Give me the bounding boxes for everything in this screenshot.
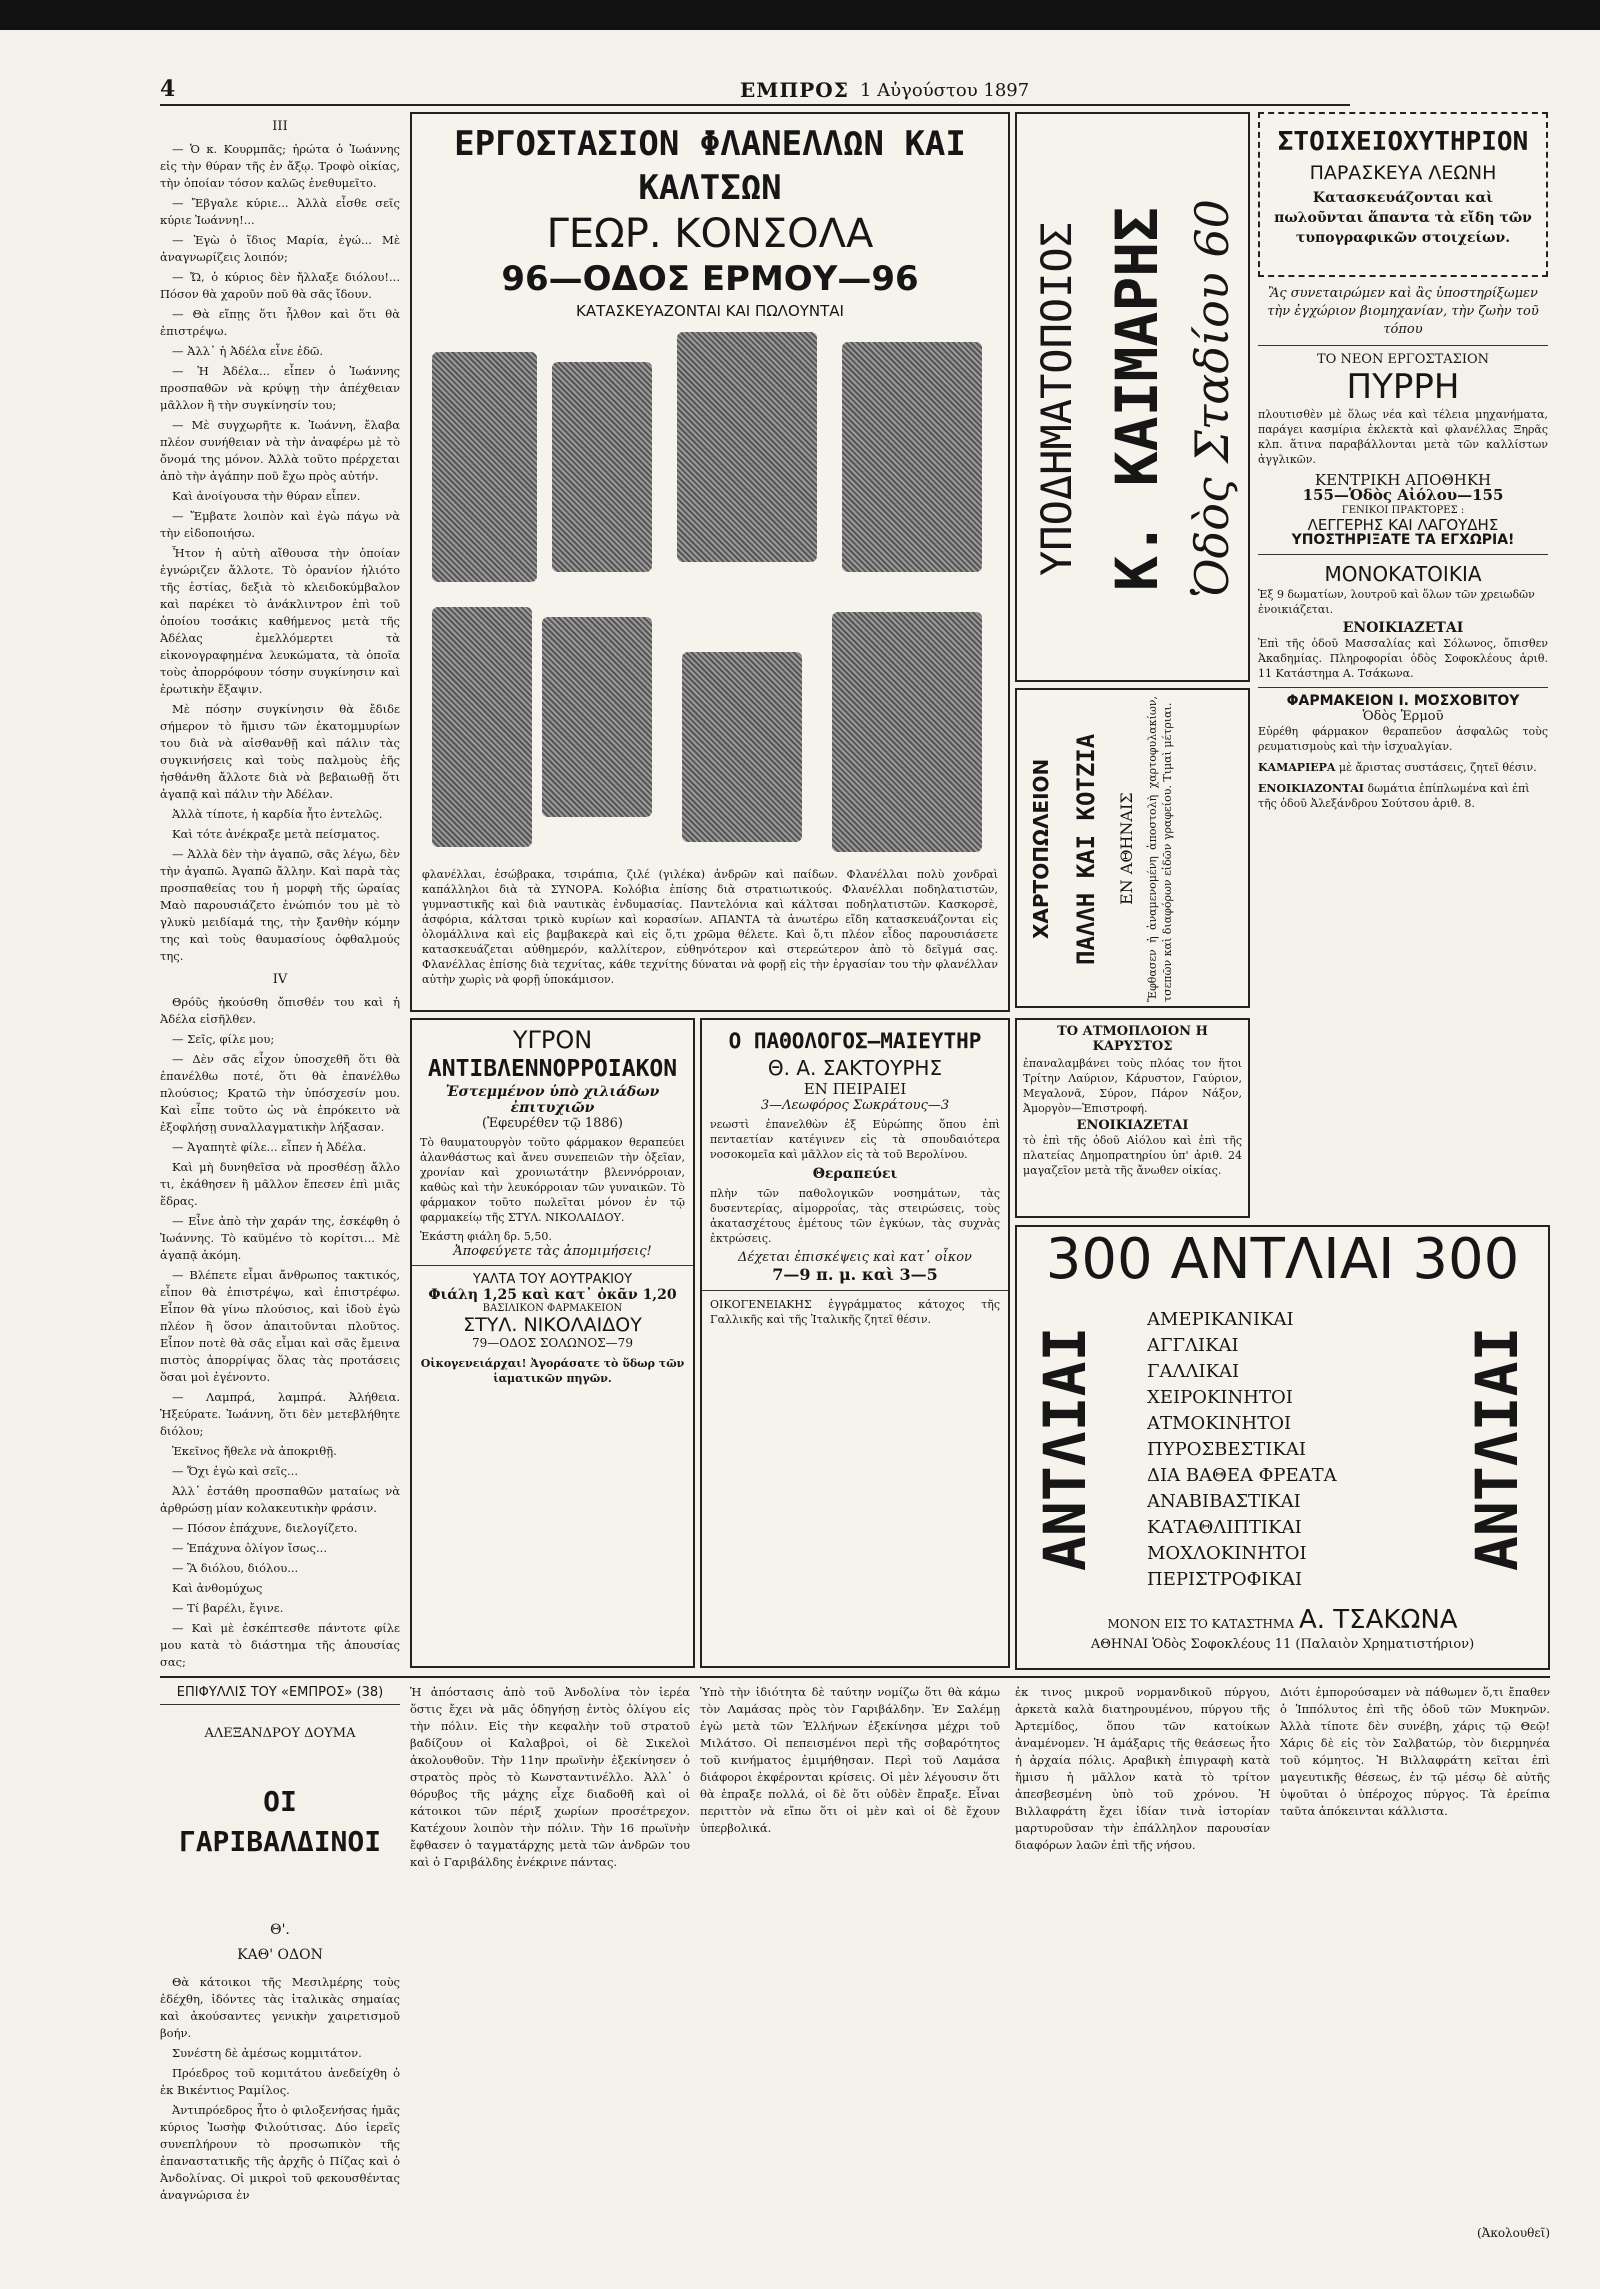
paragraph: — Ἡ Ἀδέλα... εἶπεν ὁ Ἰωάννης προσπαθῶν νὰ κρύψῃ τὴν ἀπέχθειαν μᾶλλον ἢ τὴν συγκίνησίν του; (160, 364, 400, 412)
paragraph: Καὶ τότε ἀνέκραξε μετὰ πείσματος. (172, 827, 380, 841)
doctor-footer: ΟΙΚΟΓΕΝΕΙΑΚΗΣ ἐγγράμματος κάτοχος τῆς Γαλλικῆς καὶ τῆς Ἰταλικῆς ζητεῖ θέσιν. (710, 1298, 1000, 1326)
karystos-text: ἐπαναλαμβάνει τοὺς πλόας τον ἥτοι Τρίτην Λαύριον, Κάρυστον, Γαύριον, Μεγαλονᾶ, Σύρον, Πάρον Νάξον, Ἀμοργὸν—Ἐπιστροφή. (1023, 1057, 1242, 1115)
paper-shop-ad (1015, 688, 1250, 1008)
issue-date: 1 Αὐγούστου 1897 (860, 80, 1030, 101)
agents-label: ΓΕΝΙΚΟΙ ΠΡΑΚΤΟΡΕΣ : (1341, 505, 1465, 516)
divider (412, 1265, 693, 1266)
kaimaris-trade: ΥΠΟΔΗΜΑΤΟΠΟΙΟΣ (1032, 222, 1081, 577)
paragraph: Ἀντιπρόεδρος ἦτο ὁ φιλοξενήσας ἡμᾶς κύριος Ἰωσὴφ Φιλούτισας. Δύο ἱερεῖς συνεπλήρουν τὸ προσωπικὸν τῆς ἐπαναστατικῆς τῆς ἀρχῆς ὁ Πίζας καὶ ὁ Ἀνδολίνας. Οἱ μικροὶ τοῦ φεκουσθέντας ἀναγνώρισα ἐν (160, 2103, 400, 2202)
paragraph: — Ὁ κ. Κουρμπᾶς; ἠρώτα ὁ Ἰωάννης εἰς τὴν θύραν τῆς ἐν ἄξῳ. Τροφὸ οἰκίας, τὴν ὁποίαν τόσον καλῶς ἐνεθυμεῖτο. (160, 142, 400, 190)
paragraph: Καὶ μὴ δυνηθεῖσα νὰ προσθέσῃ ἄλλο τι, ἐκάθησεν ἢ μᾶλλον ἔπεσεν ἐπὶ μιᾶς ἕδρας. (160, 1160, 400, 1208)
chapter-4-heading: IV (272, 972, 288, 987)
pumps-ad (1015, 1225, 1550, 1670)
paragraph: — Δὲν σᾶς εἶχον ὑποσχεθῆ ὅτι θὰ ἐπανέλθω ποτέ, ὅτι θὰ ἐπανέλθω πλούσιος; Κρατῶ τὴν ὑπόσχεσίν μου. Καὶ εἶπε τοῦτο ὡς νὰ ἐπρόκειτο νὰ ἐξοφλήσῃ συναλλαγματικὴν λήξασαν. (160, 1052, 400, 1134)
page-header (160, 76, 1350, 106)
ugron-ad (410, 1018, 695, 1668)
pharmacy-title: ΦΑΡΜΑΚΕΙΟΝ Ι. ΜΟΣΧΟΒΙΤΟΥ (1286, 693, 1520, 709)
paragraph: — Θὰ εἴπῃς ὅτι ἦλθον καὶ ὅτι θὰ ἐπιστρέψω. (160, 307, 400, 338)
right-column (1258, 285, 1548, 1335)
doctor-name: Θ. Α. ΣΑΚΤΟΥΡΗΣ (767, 1056, 943, 1080)
paragraph: — Καὶ μὲ ἐσκέπτεσθε πάντοτε φίλε μου κατὰ τὸ διάστημα τῆς ἀπουσίας σας; (160, 1621, 400, 1667)
long-johns-illustration (542, 617, 652, 817)
kaimaris-address: Ὁδὸς Σταδίου 60 (1185, 199, 1239, 599)
doctor-address: 3—Λεωφόρος Σωκράτους—3 (760, 1098, 950, 1113)
paragraph: Συνέστη δὲ ἀμέσως κομμιτάτον. (172, 2046, 362, 2060)
flannel-ad-address: 96—ΟΔΟΣ ΕΡΜΟΥ—96 (501, 259, 919, 299)
paragraph: — Ἂ διόλου, διόλου... (172, 1561, 299, 1575)
feuilleton-chapter: Θ'. (270, 1922, 290, 1938)
pump-type-item: ΑΤΜΟΚΙΝΗΤΟΙ (1147, 1413, 1292, 1434)
doctor-time: 7—9 π. μ. καὶ 3—5 (772, 1265, 938, 1284)
monokatoikia-title: ΜΟΝΟΚΑΤΟΙΚΙΑ (1324, 562, 1482, 586)
flannel-ad-tagline: ΚΑΤΑΣΚΕΥΑΖΟΝΤΑΙ ΚΑΙ ΠΩΛΟΥΝΤΑΙ (576, 302, 844, 320)
bottom-column-3: ἐκ τινος μικροῦ νορμανδικοῦ πύργου, ἀρκετὰ καλὰ διατηρουμένου, πύργου τῆς Ἀρτεμίδος, ὅπου τῶν κατοίκων ἀναμένομεν. Ἡ ἀμάξαρις τῆς θεάσεως ἦτο ἡ ἀρχαία πόλις. Αραβικὴ ἐπιγραφὴ κατὰ ἥμισυ ἡ μᾶλλον κατὰ τὸ τρίτον ἀπεσβεσμένη ὑπὸ τοῦ χρόνου. Ἡ Βιλλαφράτη ἔχει ἰδίαν τινὰ ἱστορίαν μαρτυροῦσαν τὴν ἐπάλληλον παρουσίαν διαφόρων λαῶν ἐπὶ τῆς νήσου. (1015, 1685, 1270, 1852)
undershirt-illustration (552, 362, 652, 572)
royal-pharmacy: ΒΑΣΙΛΙΚΟΝ ΦΑΡΜΑΚΕΙΟΝ (482, 1303, 623, 1314)
rent2-text: δωμάτια ἐπίπλωμένα καὶ ἐπὶ τῆς ὁδοῦ Ἀλεξάνδρου Σούτσου ἀριθ. 8. (1258, 782, 1530, 810)
flannel-ad (410, 112, 1010, 1012)
feuilleton-subtitle: ΚΑΘ' ΟΔΟΝ (237, 1947, 323, 1963)
ugron-year: (Ἐφευρέθεν τῷ 1886) (482, 1116, 623, 1131)
pumps-title: 300 ΑΝΤΛΙΑΙ 300 (1045, 1227, 1520, 1292)
pump-type-item: ΧΕΙΡΟΚΙΝΗΤΟΙ (1147, 1387, 1293, 1408)
ugron-title: ΑΝΤΙΒΛΕΝΝΟΡΡΟΙΑΚΟΝ (427, 1056, 678, 1082)
karystos-rent-text: τὸ ἐπὶ τῆς ὁδοῦ Αἰόλου καὶ ἐπὶ τῆς πλατείας Δημοπρατηρίου ὑπ' ἀριθ. 24 μαγαζεῖον μετὰ τῆς ἄνωθεν οἰκίας. (1023, 1134, 1242, 1177)
paragraph: — Ἀλλ᾿ ἡ Ἀδέλα εἶνε ἐδῶ. (172, 344, 324, 358)
printing-ad (1258, 112, 1548, 277)
pharmacy-text: Εὑρέθη φάρμακον θεραπεῦον ἀσφαλῶς τοὺς ρευματισμοὺς καὶ τὴν ἰσχυαλγίαν. (1258, 725, 1548, 753)
bottom-divider (160, 1676, 1550, 1678)
bottom-column-2: Ὑπὸ τὴν ἰδιότητα δὲ ταύτην νομίζω ὅτι θὰ κάμω τὸν Λαμάσας πρὸς τὸν Γαριβάλδην. Ἐν Σαλέμῃ ἐγὼ μετὰ τῶν Ἑλλήνων ἐξεκίνησα μέχρι τοῦ Μιλάτσο. Οἱ πεπεισμένοι περὶ τῆς σοβαρότητος τοῦ κινήματος ἐμιμήθησαν. Περὶ τοῦ Λαμάσα διάφοροι ἐκφέρονται κρίσεις. Οἱ μὲν λέγουσιν ὅτι θὰ ἐπραξε πολλά, οἱ δὲ ὅτι οὐδὲν ἔπραξε. Εἶναι περιττὸν νὰ εἴπω ὅτι οἱ μὲν καὶ οἱ δὲ ἔχουν ὑπερβολικά. (700, 1685, 1000, 1835)
shirt-illustration (842, 342, 982, 572)
factory-text: πλουτισθὲν μὲ ὅλως νέα καὶ τέλεια μηχανήματα, παράγει κασμίρια ἐκλεκτὰ καὶ φλανέλλας Ξηρᾶς κλπ. ἅτινα παραβάλλονται μετὰ τῶν καλλίστων ἀγγλικῶν. (1258, 408, 1548, 466)
paragraph: Καὶ ἀνθομύχως (172, 1581, 263, 1595)
pump-type-item: ΠΕΡΙΣΤΡΟΦΙΚΑΙ (1147, 1569, 1303, 1590)
agents-names: ΛΕΓΓΕΡΗΣ ΚΑΙ ΛΑΓΟΥΔΗΣ (1307, 516, 1499, 534)
flannel-ad-body: φλανέλλαι, ἐσώβρακα, τσιράπια, ζιλέ (γιλέκα) ἀνδρῶν καὶ παίδων. Φλανέλλαι πολὺ χονδραὶ καπάλληλοι διὰ τὰ ΣΥΝΟΡΑ. Κολόβια ἐπίσης διὰ στρατιωτικούς. Φλανέλλαι ποδηλατιστῶν, γυμναστικῆς καὶ διὰ ναυτικὰς ἐνδυμασίας. Παντελόνια καὶ κάλτσαι ποδηλατιστῶν. Κασκορσὲ, ἀσφόρια, κάλτσαι τρικὸ κυρίων καὶ κορασίων. ΑΠΑΝΤΑ τὰ ἀνωτέρω εἴδη κατασκευάζονται εἰς ὁλομάλλινα καὶ εἰς βαμβακερὰ καὶ εἰς ὅ,τι χρῶμα θέλετε. Καὶ ὅ,τι πλέον εἶδος παρουσιάσετε κατασκευάζεται αὐθημερόν, καλλίτερον, εὐθηνότερον καὶ στερεώτερον ἀπὸ τὸ δεῖγμά σας. Φλανέλλας ἐπίσης διὰ τεχνίτας, κάθε τεχνίτης δύναται νὰ φορῇ εἰς τὴν ἐργασίαν του τὴν φλανέλλαν αὐτὴν χωρὶς νὰ φορῇ ὑποκάμισον. (422, 868, 998, 986)
paragraph: — Μὲ συγχωρῆτε κ. Ἰωάννη, ἔλαβα πλέον συνήθειαν νὰ τὴν ἀναφέρω μὲ τὸ ὄνομά της μόνον. Ἀλλὰ τοῦτο πρέρχεται ἀπὸ τὴν ἀγάπην ποῦ ἔχω πρὸς αὐτήν. (160, 418, 400, 483)
paragraph: Πρόεδρος τοῦ κομιτάτου ἀνεδείχθη ὁ ἐκ Βικέντιος Ραμίλος. (160, 2066, 400, 2097)
paragraph: Καὶ ἀνοίγουσα τὴν θύραν εἶπεν. (172, 489, 361, 503)
paragraph: — Ὄχι ἐγὼ καὶ σεῖς... (172, 1464, 298, 1478)
bottom-continued: (Ἀκολουθεῖ) (1476, 2226, 1550, 2240)
kamariera-text: μὲ ἄριστας συστάσεις, ζητεῖ θέσιν. (1338, 761, 1537, 774)
doctor-city: ΕΝ ΠΕΙΡΑΙΕΙ (803, 1080, 907, 1098)
paragraph: — Ἐγὼ ὁ ἴδιος Μαρία, ἐγώ... Μὲ ἀναγνωρίζεις λοιπόν; (160, 233, 400, 264)
rent1-text: Ἐπὶ τῆς ὁδοῦ Μασσαλίας καὶ Σόλωνος, ὄπισθεν Ἀκαδημίας. Πληροφορίαι ὁδὸς Σοφοκλέους ἀριθ. 11 Κατάστημα Α. Τσάκωνα. (1258, 637, 1548, 680)
pharmacy-address: Ὁδὸς Ἑρμοῦ (1362, 709, 1444, 724)
feuilleton-title: ΟΙ ΓΑΡΙΒΑΛΔΙΝΟΙ (178, 1785, 382, 1858)
top-black-bar (0, 0, 1600, 30)
monokatoikia-text: Ἐξ 9 δωματίων, λουτροῦ καὶ ὅλων τῶν χρειωδῶν ἐνοικιάζεται. (1258, 588, 1535, 616)
story-paragraphs-b (160, 994, 400, 1667)
divider (1258, 687, 1548, 688)
doctor-hours: Δέχεται ἐπισκέψεις καὶ κατ᾿ οἶκον (738, 1250, 972, 1265)
divider (1258, 345, 1548, 346)
factory-name: ΠΥΡΡΗ (1346, 367, 1460, 407)
slogan: Ἂς συνεταιρώμεν καὶ ἂς ὑποστηρίξωμεν τὴν ἐγχώριον βιομηχανίαν, τὴν ζωὴν τοῦ τόπου (1267, 286, 1539, 337)
doctor-text1: νεωστὶ ἐπανελθὼν ἐξ Εὐρώπης ὅπου ἐπὶ πενταετίαν κατέγινεν εἰς τὰ σπουδαιότερα νοσοκομεῖα καὶ μᾶλλον εἰς τὰ τοῦ Βερολίνου. (710, 1118, 1000, 1161)
paragraph: — Τί βαρέλι, ἔγινε. (172, 1601, 284, 1615)
paragraph: Ἀλλὰ τίποτε, ἡ καρδία ἦτο ἐντελῶς. (172, 807, 383, 821)
feuilleton-header: ΕΠΙΦΥΛΛΙΣ ΤΟΥ «ΕΜΠΡΟΣ» (38) (160, 1684, 400, 1705)
ugron-subtitle: Ἐστεμμένον ὑπὸ χιλιάδων ἐπιτυχιῶν (445, 1084, 660, 1116)
paragraph: Ἐκεῖνος ἤθελε νὰ ἀποκριθῇ. (172, 1444, 337, 1458)
pump-type-item: ΑΓΓΛΙΚΑΙ (1147, 1335, 1239, 1356)
pumps-side-right: ΑΝΤΛΙΑΙ (1463, 1326, 1531, 1572)
coat-illustration (832, 612, 982, 852)
pump-type-item: ΜΟΧΛΟΚΙΝΗΤΟΙ (1147, 1543, 1307, 1564)
pharmacy-street: 79—ΟΔΟΣ ΣΟΛΩΝΟΣ—79 (472, 1336, 633, 1350)
aytrakiou-title: ΥΑΛΤΑ ΤΟΥ ΑΟΥΤΡΑΚΙΟΥ (472, 1272, 633, 1287)
kaimaris-name: Κ. ΚΑΙΜΑΡΗΣ (1103, 206, 1171, 592)
sweater-illustration (432, 352, 537, 582)
paragraph: — Ἔβγαλε κύριε... Ἀλλὰ εἶσθε σεῖς κύριε Ἰωάννη!... (160, 196, 400, 227)
chapter-3-heading: III (272, 119, 288, 134)
trousers-illustration (432, 607, 532, 847)
paragraph: — Εἶνε ἀπὸ τὴν χαράν της, ἐσκέφθη ὁ Ἰωάννης. Τὸ καϋμένο τὸ κορίτσι... Μὲ ἀγαπᾷ ἀκόμη. (160, 1214, 400, 1262)
feuilleton-paragraphs (160, 1974, 400, 2204)
karystos-ad (1015, 1018, 1250, 1218)
paragraph: Ἀλλ᾿ ἐστάθη προσπαθῶν ματαίως νὰ ἀρθρώσῃ μίαν κολακευτικὴν φράσιν. (160, 1484, 400, 1515)
masthead: ΕΜΠΡΟΣ (740, 78, 849, 102)
doctor-text2: πλὴν τῶν παθολογικῶν νοσημάτων, τὰς δυσεντερίας, αἱμορροΐας, τὰς στειρώσεις, τοὺς ἀκατασχέτους ἐμέτους τῶν ἐγκύων, τὰς συχνὰς ἐκτρώσεις. (710, 1187, 1000, 1245)
paragraph: — Ἀγαπητὲ φίλε... εἶπεν ἡ Ἀδέλα. (172, 1140, 367, 1154)
karystos-rent-title: ΕΝΟΙΚΙΑΖΕΤΑΙ (1076, 1118, 1189, 1133)
paper-shop-title: ΧΑΡΤΟΠΩΛΕΙΟΝ (1029, 758, 1053, 940)
jersey-illustration (677, 332, 817, 562)
vest-illustration (682, 652, 802, 842)
kaimaris-ad (1015, 112, 1250, 682)
garment-illustrations (412, 322, 1008, 867)
paper-shop-line: ΠΑΛΛΗ ΚΑΙ ΚΟΤΖΙΑ (1072, 733, 1100, 965)
story-paragraphs-a (160, 141, 400, 965)
depot-label: ΚΕΝΤΡΙΚΗ ΑΠΟΘΗΚΗ (1314, 471, 1492, 489)
printing-ad-name: ΠΑΡΑΣΚΕΥΑ ΛΕΩΝΗ (1309, 162, 1497, 184)
story-column (160, 112, 400, 1667)
pump-types-list (1147, 1307, 1447, 1607)
paragraph: — Ἔμβατε λοιπὸν καὶ ἐγὼ πάγω νὰ τὴν εἰδοποιήσω. (160, 509, 400, 540)
bottom-column-4: Διότι ἐμπορούσαμεν νὰ πάθωμεν ὅ,τι ἔπαθεν ὁ Ἱππόλυτος ἐπὶ τῆς ὁδοῦ τῶν Μυκηνῶν. Ἀλλὰ τίποτε δὲν συνέβη, χάρις τῷ Θεῷ! Χάρις δὲ εἰς τὸν Σαλβατώρ, τὸν διερμηνέα τοῦ κόμητος. Ἡ Βιλλαφράτη κεῖται ἐπὶ μαγευτικῆς θέσεως, ἐν τῷ μέσῳ δὲ αὐτῆς ὑψοῦται ὁ ὑπέροχος πύργος. Τὰ ἐρείπια ταῦτα ἀπόκεινται κάλλιστα. (1280, 1685, 1550, 1818)
support-slogan: ΥΠΟΣΤΗΡΙΞΑΤΕ ΤΑ ΕΓΧΩΡΙΑ! (1291, 532, 1515, 548)
paragraph: — Ὤ, ὁ κύριος δὲν ἤλλαξε διόλου!... Πόσον θὰ χαροῦν ποῦ θὰ σᾶς ἴδουν. (160, 270, 400, 301)
feuilleton-author: ΑΛΕΞΑΝΔΡΟΥ ΔΟΥΜΑ (204, 1726, 356, 1741)
paper-shop-text: Ἔφθασεν ἡ ἀναμενομένη ἀποστολὴ χαρτοφυλακίων, τσεπῶν καὶ διαφόρων εἰδῶν γραφείου. Τιμαὶ μέτριαι. (1146, 696, 1174, 1002)
flannel-ad-title: ΕΡΓΟΣΤΑΣΙΟΝ ΦΛΑΝΕΛΛΩΝ ΚΑΙ ΚΑΛΤΣΩΝ (454, 124, 966, 208)
pharmacist-name: ΣΤΥΛ. ΝΙΚΟΛΑΙΔΟΥ (463, 1314, 642, 1336)
doctor-ad (700, 1018, 1010, 1668)
factory-label: ΤΟ ΝΕΟΝ ΕΡΓΟΣΤΑΣΙΟΝ (1316, 352, 1489, 367)
feuilleton (160, 1684, 400, 2244)
pump-type-item: ΑΜΕΡΙΚΑΝΙΚΑΙ (1147, 1309, 1294, 1330)
aytrakiou-price: Φιάλη 1,25 καὶ κατ᾿ ὀκᾶν 1,20 (428, 1287, 677, 1303)
page-number: 4 (160, 76, 176, 102)
pump-type-item: ΓΑΛΛΙΚΑΙ (1147, 1361, 1240, 1382)
depot-address: 155—Ὁδὸς Αἰόλου—155 (1302, 486, 1504, 504)
printing-ad-text: Κατασκευάζονται καὶ πωλοῦνται ἅπαντα τὰ εἴδη τῶν τυπογραφικῶν στοιχείων. (1274, 190, 1532, 246)
paragraph: Θὰ κάτοικοι τῆς Μεσιλμέρης τοὺς ἐδέχθη, ἰδόντες τὰς ἰταλικὰς σημαίας καὶ ἀκούσαντες γενικὴν χαιρετισμοῦ βοήν. (160, 1975, 400, 2040)
kamariera-title: ΚΑΜΑΡΙΕΡΑ (1258, 761, 1336, 774)
doctor-therapy-label: Θεραπεύει (812, 1166, 898, 1182)
ugron-price: Ἑκάστη φιάλη δρ. 5,50. (420, 1230, 552, 1243)
karystos-title: ΤΟ ΑΤΜΟΠΛΟΙΟΝ Η ΚΑΡΥΣΤΟΣ (1057, 1024, 1208, 1054)
printing-ad-title: ΣΤΟΙΧΕΙΟΧΥΤΗΡΙΟΝ (1277, 127, 1529, 157)
ugron-label: ΥΓΡΟΝ (512, 1026, 593, 1054)
paragraph: Θρόῦς ἠκούσθη ὄπισθέν του καὶ ἡ Ἀδέλα εἰσῆλθεν. (160, 995, 400, 1026)
paragraph: — Πόσον ἐπάχυνε, διελογίζετο. (172, 1521, 358, 1535)
pumps-shop-name: Α. ΤΣΑΚΩΝΑ (1298, 1605, 1458, 1635)
paragraph: — Ἐπάχυνα ὀλίγον ἴσως... (172, 1541, 327, 1555)
rent2-title: ΕΝΟΙΚΙΑΖΟΝΤΑΙ (1258, 782, 1364, 795)
doctor-title: Ο ΠΑΘΟΛΟΓΟΣ—ΜΑΙΕΥΤΗΡ (728, 1029, 982, 1053)
pumps-shop-line: ΜΟΝΟΝ ΕΙΣ ΤΟ ΚΑΤΑΣΤΗΜΑ (1107, 1617, 1294, 1631)
pumps-shop (1017, 1605, 1548, 1635)
pump-type-item: ΚΑΤΑΘΛΙΠΤΙΚΑΙ (1147, 1517, 1302, 1538)
paragraph: — Ἀλλὰ δὲν τὴν ἀγαπῶ, σᾶς λέγω, δὲν τὴν ἀγαπῶ. Ἀγαπῶ ἄλλην. Καὶ παρὰ τὰς προσπαθείας του ἡ μορφὴ τῆς ὡραίας Μαὸ παρουσιάζετο ἐνώπιόν του μὲ τὸ γλυκὺ μειδίαμά της, τὴν ξανθὴν κόμην της καὶ τοὺς θαυμασίους ὀφθαλμούς της. (160, 847, 400, 963)
paragraph: — Σεῖς, φίλε μου; (172, 1032, 275, 1046)
pump-type-item: ΔΙΑ ΒΑΘΕΑ ΦΡΕΑΤΑ (1147, 1465, 1337, 1486)
ugron-text: Τὸ θαυματουργὸν τοῦτο φάρμακον θεραπεύει ἀλανθάστως καὶ ἄνευ συνεπειῶν τὴν ὀξεῖαν, χρονίαν καὶ χρονιωτάτην βλεννόρροιαν, καθὼς καὶ τὴν λευκόρροιαν τῶν γυναικῶν. Τὸ φάρμακον τοῦτο πωλεῖται μόνον ἐν τῷ φαρμακείῳ τῆς ΣΤΥΛ. ΝΙΚΟΛΑΙΔΟΥ. (420, 1136, 685, 1224)
flannel-ad-owner: ΓΕΩΡ. ΚΟΝΣΟΛΑ (546, 211, 874, 257)
pumps-address: ΑΘΗΝΑΙ Ὁδὸς Σοφοκλέους 11 (Παλαιὸν Χρηματιστήριον) (1090, 1637, 1475, 1652)
rent1-title: ΕΝΟΙΚΙΑΖΕΤΑΙ (1342, 620, 1464, 636)
pump-type-item: ΑΝΑΒΙΒΑΣΤΙΚΑΙ (1147, 1491, 1301, 1512)
paragraph: — Λαμπρά, λαμπρά. Ἀλήθεια. Ἡξεύρατε. Ἰωάννη, ὅτι δὲν μετεβλήθητε διόλου; (160, 1390, 400, 1438)
paper-shop-city: ΕΝ ΑΘΗΝΑΙΣ (1117, 792, 1136, 906)
divider (702, 1290, 1008, 1291)
ugron-refusal: Ἀποφεύγετε τὰς ἀπομιμήσεις! (453, 1244, 652, 1259)
ugron-footer: Οἰκογενειάρχαι! Ἀγοράσατε τὸ ὕδωρ τῶν ἱαματικῶν πηγῶν. (420, 1357, 685, 1385)
bottom-column-1: Ἡ ἀπόστασις ἀπὸ τοῦ Ἀνδολίνα τὸν ἱερέα ὅστις ἔχει νὰ μᾶς ὁδηγήσῃ ἐντὸς ὀλίγου εἰς τὴν πόλιν. Εἰς τὴν κεφαλὴν τοῦ στρατοῦ βαδίζουν οἱ Καλαβροὶ, οἱ δὲ Σικελοὶ ἀκολουθοῦν. Τὴν 11ην πρωϊνὴν ἐξεκίνησεν ὁ στρατὸς πρὸς τὸ Κωνσταντινέλλο. Ἀλλ᾿ ὁ θόρυβος τῆς μάχης εἶχε διαδοθῆ καὶ οἱ κάτοικοι τῶν πέριξ χωρίων προσέτρεχον. Κατέχουν λοιπὸν τὴν πόλιν. Τὴν 16 πρωϊνὴν ἔφθασεν ὁ ταγματάρχης μετὰ τῶν ἀνδρῶν του καὶ ὁ Γαριβάλδης ἐνέκρινε πάντας. (410, 1685, 690, 1869)
pump-type-item: ΠΥΡΟΣΒΕΣΤΙΚΑΙ (1147, 1439, 1306, 1460)
paragraph: Ἦτον ἡ αὐτὴ αἴθουσα τὴν ὁποίαν ἐγνώριζεν ἄλλοτε. Τὸ ὀρανίον ἠλιότο τῆς ἑστίας, δεξιὰ τὸ κλειδοκύμβαλον καὶ παρέκει τὸ ἀνάκλιντρον ἐπὶ τοῦ ὁποίου τοσάκις καθήμενος μετὰ τῆς Ἀδέλας ἐμελλόμερτει τὰ εἰκονογραφημένα λευκώματα, τὰ ὁποῖα τοὺς ἀπορρόφουν τόσην συγκίνησιν καὶ ἐρωτικὴν ἔξαψιν. (160, 546, 400, 696)
pumps-side-left: ΑΝΤΛΙΑΙ (1031, 1326, 1099, 1572)
paragraph: — Βλέπετε εἶμαι ἄνθρωπος τακτικός, εἶπον θὰ ἐπιστρέψω, καὶ ἐπιστρέφω. Εἶπον θὰ γίνω πλούσιος, καὶ ἰδοὺ ἐγὼ πλέον ἢ ὅσον ἀπαιτοῦνται πλοῦτος. Εἶπον ποτὲ θὰ σᾶς εἶμαι καὶ σᾶς ἔμεινα πιστὸς ἀπορρίψας ὅλας τὰς προτάσεις ὅσαι μοὶ ἐγένοντο. (160, 1268, 400, 1384)
paragraph: Μὲ πόσην συγκίνησιν θὰ ἔδιδε σήμερον τὸ ἥμισυ τῶν ἑκατομμυρίων του διὰ νὰ αἰσθανθῇ καὶ πάλιν τὰς συγκινήσεις καὶ τοὺς παλμοὺς ἐῆς ἠσθάνθη ἄλλοτε διὰ νὰ βεβαιωθῇ ὅτι ἀγαπᾷ καὶ πάλιν τὴν Ἀδέλαν. (160, 702, 400, 801)
divider (1258, 554, 1548, 555)
